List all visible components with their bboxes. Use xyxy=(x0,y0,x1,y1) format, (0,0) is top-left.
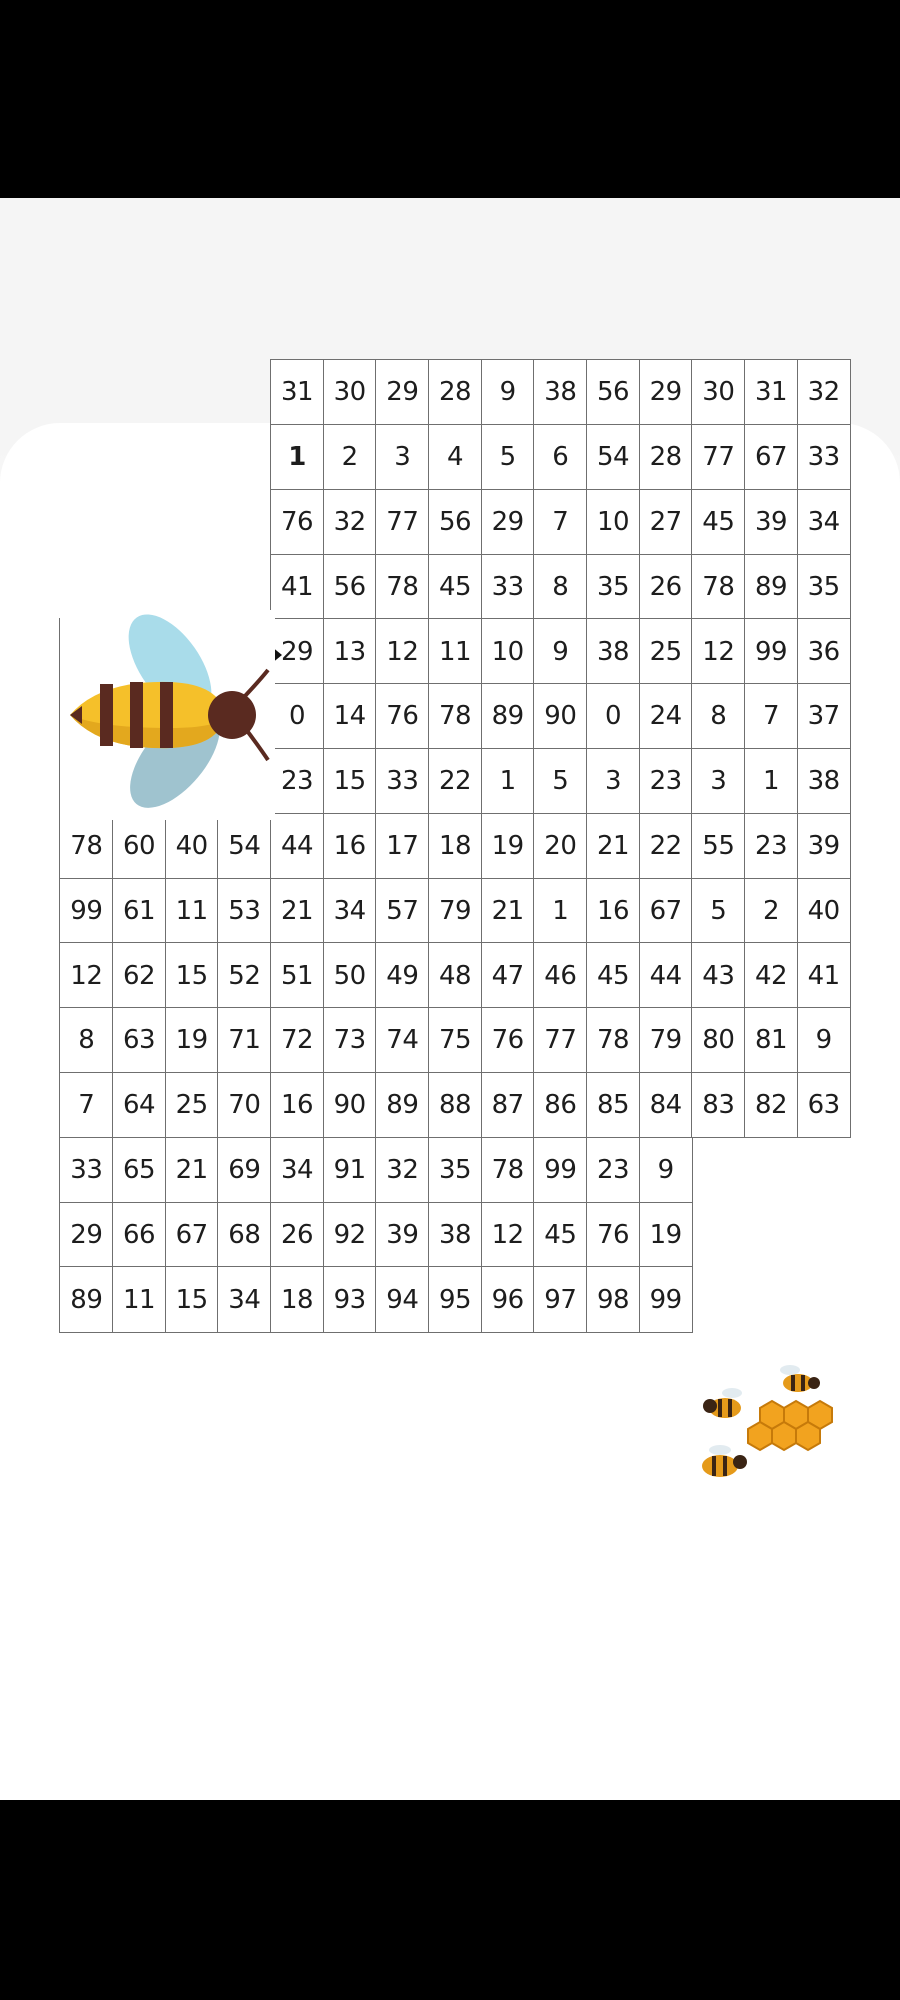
maze-cell[interactable]: 77 xyxy=(533,1007,587,1073)
maze-cell[interactable]: 15 xyxy=(165,942,219,1008)
maze-cell[interactable]: 8 xyxy=(691,683,745,749)
maze-cell[interactable]: 54 xyxy=(586,424,640,490)
maze-cell[interactable]: 23 xyxy=(639,748,693,814)
maze-cell[interactable]: 37 xyxy=(797,683,851,749)
maze-cell[interactable]: 2 xyxy=(744,878,798,944)
maze-cell[interactable]: 79 xyxy=(639,1007,693,1073)
maze-cell[interactable]: 97 xyxy=(533,1266,587,1332)
maze-cell[interactable]: 89 xyxy=(744,554,798,620)
maze-cell[interactable]: 82 xyxy=(744,1072,798,1138)
maze-cell[interactable]: 36 xyxy=(797,618,851,684)
maze-cell[interactable]: 13 xyxy=(323,618,377,684)
maze-cell[interactable]: 33 xyxy=(59,1137,113,1203)
maze-cell[interactable]: 0 xyxy=(270,683,324,749)
maze-cell[interactable]: 87 xyxy=(481,1072,535,1138)
maze-cell[interactable]: 7 xyxy=(744,683,798,749)
maze-cell[interactable]: 12 xyxy=(481,1202,535,1268)
maze-cell[interactable]: 33 xyxy=(797,424,851,490)
maze-cell[interactable]: 94 xyxy=(375,1266,429,1332)
maze-cell[interactable]: 40 xyxy=(165,813,219,879)
maze-cell[interactable]: 99 xyxy=(744,618,798,684)
maze-cell[interactable]: 4 xyxy=(428,424,482,490)
maze-cell[interactable]: 57 xyxy=(375,878,429,944)
maze-cell[interactable]: 11 xyxy=(112,1266,166,1332)
maze-cell[interactable]: 7 xyxy=(533,489,587,555)
maze-cell[interactable]: 21 xyxy=(270,878,324,944)
number-maze-grid xyxy=(60,360,850,1332)
maze-cell[interactable]: 65 xyxy=(112,1137,166,1203)
maze-cell[interactable]: 90 xyxy=(533,683,587,749)
maze-cell[interactable]: 78 xyxy=(375,554,429,620)
maze-cell[interactable]: 99 xyxy=(639,1266,693,1332)
maze-cell[interactable]: 78 xyxy=(481,1137,535,1203)
maze-cell[interactable]: 8 xyxy=(59,1007,113,1073)
maze-cell[interactable]: 88 xyxy=(428,1072,482,1138)
maze-cell[interactable]: 64 xyxy=(112,1072,166,1138)
maze-cell[interactable]: 29 xyxy=(59,1202,113,1268)
maze-cell[interactable]: 29 xyxy=(481,489,535,555)
maze-cell[interactable]: 81 xyxy=(744,1007,798,1073)
maze-cell[interactable]: 17 xyxy=(375,813,429,879)
maze-cell[interactable]: 11 xyxy=(165,878,219,944)
maze-cell[interactable]: 89 xyxy=(481,683,535,749)
maze-cell[interactable]: 55 xyxy=(691,813,745,879)
maze-cell[interactable]: 9 xyxy=(533,618,587,684)
beehive-icon xyxy=(690,1338,845,1498)
maze-cell[interactable]: 48 xyxy=(428,942,482,1008)
maze-cell[interactable]: 9 xyxy=(797,1007,851,1073)
maze-cell[interactable]: 23 xyxy=(744,813,798,879)
maze-cell[interactable]: 75 xyxy=(428,1007,482,1073)
maze-cell[interactable]: 23 xyxy=(586,1137,640,1203)
maze-cell[interactable]: 12 xyxy=(59,942,113,1008)
maze-cell[interactable]: 85 xyxy=(586,1072,640,1138)
maze-cell[interactable]: 9 xyxy=(639,1137,693,1203)
maze-cell[interactable]: 30 xyxy=(323,359,377,425)
maze-cell[interactable]: 50 xyxy=(323,942,377,1008)
maze-cell[interactable]: 0 xyxy=(586,683,640,749)
maze-cell[interactable]: 78 xyxy=(59,813,113,879)
maze-cell[interactable]: 61 xyxy=(112,878,166,944)
maze-cell[interactable]: 80 xyxy=(691,1007,745,1073)
maze-cell[interactable]: 74 xyxy=(375,1007,429,1073)
maze-cell[interactable]: 99 xyxy=(59,878,113,944)
maze-cell[interactable]: 29 xyxy=(639,359,693,425)
maze-cell[interactable]: 27 xyxy=(639,489,693,555)
maze-cell[interactable]: 78 xyxy=(428,683,482,749)
maze-cell[interactable]: 31 xyxy=(744,359,798,425)
maze-cell[interactable]: 29 xyxy=(270,618,324,684)
maze-cell[interactable]: 83 xyxy=(691,1072,745,1138)
maze-cell[interactable]: 21 xyxy=(481,878,535,944)
maze-cell[interactable]: 35 xyxy=(797,554,851,620)
maze-cell[interactable]: 38 xyxy=(428,1202,482,1268)
maze-cell[interactable]: 1 xyxy=(744,748,798,814)
maze-cell[interactable]: 34 xyxy=(217,1266,271,1332)
bee-icon xyxy=(60,610,275,820)
maze-cell[interactable]: 26 xyxy=(270,1202,324,1268)
maze-cell[interactable]: 38 xyxy=(586,618,640,684)
maze-cell[interactable]: 63 xyxy=(112,1007,166,1073)
maze-cell[interactable]: 5 xyxy=(691,878,745,944)
maze-cell[interactable]: 2 xyxy=(323,424,377,490)
maze-cell[interactable]: 9 xyxy=(481,359,535,425)
maze-cell[interactable]: 29 xyxy=(375,359,429,425)
maze-cell[interactable]: 34 xyxy=(797,489,851,555)
maze-cell[interactable]: 78 xyxy=(586,1007,640,1073)
maze-cell[interactable]: 32 xyxy=(375,1137,429,1203)
maze-cell[interactable]: 1 xyxy=(481,748,535,814)
maze-cell[interactable]: 68 xyxy=(217,1202,271,1268)
maze-cell[interactable]: 25 xyxy=(165,1072,219,1138)
maze-cell[interactable]: 89 xyxy=(375,1072,429,1138)
maze-cell[interactable]: 12 xyxy=(375,618,429,684)
maze-cell[interactable]: 22 xyxy=(639,813,693,879)
maze-cell[interactable]: 34 xyxy=(270,1137,324,1203)
maze-cell[interactable]: 7 xyxy=(59,1072,113,1138)
maze-cell[interactable]: 92 xyxy=(323,1202,377,1268)
maze-cell[interactable]: 77 xyxy=(691,424,745,490)
maze-cell[interactable]: 39 xyxy=(744,489,798,555)
maze-cell[interactable]: 41 xyxy=(270,554,324,620)
maze-cell[interactable]: 72 xyxy=(270,1007,324,1073)
maze-cell[interactable]: 18 xyxy=(428,813,482,879)
maze-cell[interactable]: 35 xyxy=(428,1137,482,1203)
maze-cell[interactable]: 77 xyxy=(375,489,429,555)
maze-cell[interactable]: 45 xyxy=(428,554,482,620)
maze-cell[interactable]: 79 xyxy=(428,878,482,944)
maze-cell[interactable]: 78 xyxy=(691,554,745,620)
maze-cell[interactable]: 5 xyxy=(533,748,587,814)
maze-cell[interactable]: 45 xyxy=(533,1202,587,1268)
maze-cell[interactable]: 26 xyxy=(639,554,693,620)
maze-cell[interactable]: 46 xyxy=(533,942,587,1008)
maze-cell[interactable]: 96 xyxy=(481,1266,535,1332)
maze-cell[interactable]: 49 xyxy=(375,942,429,1008)
maze-cell[interactable]: 56 xyxy=(586,359,640,425)
maze-cell[interactable]: 28 xyxy=(639,424,693,490)
maze-cell[interactable]: 76 xyxy=(481,1007,535,1073)
maze-cell[interactable]: 67 xyxy=(165,1202,219,1268)
maze-cell[interactable]: 91 xyxy=(323,1137,377,1203)
maze-cell[interactable]: 67 xyxy=(639,878,693,944)
maze-cell[interactable]: 76 xyxy=(586,1202,640,1268)
maze-cell[interactable]: 43 xyxy=(691,942,745,1008)
maze-cell[interactable]: 31 xyxy=(270,359,324,425)
maze-cell[interactable]: 40 xyxy=(797,878,851,944)
maze-cell[interactable]: 15 xyxy=(165,1266,219,1332)
maze-cell[interactable]: 47 xyxy=(481,942,535,1008)
maze-cell[interactable]: 24 xyxy=(639,683,693,749)
maze-cell[interactable]: 76 xyxy=(270,489,324,555)
maze-cell[interactable]: 3 xyxy=(586,748,640,814)
maze-cell[interactable]: 84 xyxy=(639,1072,693,1138)
maze-cell[interactable]: 54 xyxy=(217,813,271,879)
maze-cell[interactable]: 34 xyxy=(323,878,377,944)
maze-cell[interactable]: 6 xyxy=(533,424,587,490)
maze-cell[interactable]: 76 xyxy=(375,683,429,749)
maze-cell[interactable]: 99 xyxy=(533,1137,587,1203)
maze-cell[interactable]: 21 xyxy=(165,1137,219,1203)
maze-cell[interactable]: 11 xyxy=(428,618,482,684)
maze-cell[interactable]: 3 xyxy=(691,748,745,814)
maze-cell[interactable]: 10 xyxy=(586,489,640,555)
maze-cell[interactable]: 56 xyxy=(428,489,482,555)
maze-cell[interactable]: 16 xyxy=(586,878,640,944)
maze-cell[interactable]: 20 xyxy=(533,813,587,879)
maze-cell[interactable]: 21 xyxy=(586,813,640,879)
maze-cell[interactable]: 39 xyxy=(797,813,851,879)
maze-cell[interactable]: 39 xyxy=(375,1202,429,1268)
maze-cell[interactable]: 44 xyxy=(639,942,693,1008)
maze-cell[interactable]: 41 xyxy=(797,942,851,1008)
maze-cell[interactable]: 52 xyxy=(217,942,271,1008)
maze-cell[interactable]: 38 xyxy=(797,748,851,814)
maze-cell[interactable]: 16 xyxy=(323,813,377,879)
maze-cell[interactable]: 90 xyxy=(323,1072,377,1138)
maze-cell[interactable]: 10 xyxy=(481,618,535,684)
maze-cell[interactable]: 53 xyxy=(217,878,271,944)
maze-cell[interactable]: 19 xyxy=(639,1202,693,1268)
maze-cell[interactable]: 62 xyxy=(112,942,166,1008)
maze-cell[interactable]: 45 xyxy=(691,489,745,555)
maze-cell[interactable]: 51 xyxy=(270,942,324,1008)
maze-cell[interactable]: 8 xyxy=(533,554,587,620)
maze-cell[interactable]: 98 xyxy=(586,1266,640,1332)
maze-cell[interactable]: 89 xyxy=(59,1266,113,1332)
maze-cell[interactable]: 14 xyxy=(323,683,377,749)
maze-cell[interactable]: 69 xyxy=(217,1137,271,1203)
maze-cell[interactable]: 30 xyxy=(691,359,745,425)
maze-cell[interactable]: 95 xyxy=(428,1266,482,1332)
maze-cell[interactable]: 32 xyxy=(323,489,377,555)
maze-cell[interactable]: 93 xyxy=(323,1266,377,1332)
maze-cell[interactable]: 33 xyxy=(375,748,429,814)
maze-cell[interactable]: 70 xyxy=(217,1072,271,1138)
maze-cell[interactable]: 44 xyxy=(270,813,324,879)
maze-cell[interactable]: 71 xyxy=(217,1007,271,1073)
maze-cell[interactable]: 1 xyxy=(270,424,324,490)
maze-cell[interactable]: 18 xyxy=(270,1266,324,1332)
maze-cell[interactable]: 35 xyxy=(586,554,640,620)
maze-cell[interactable]: 42 xyxy=(744,942,798,1008)
maze-cell[interactable]: 32 xyxy=(797,359,851,425)
maze-cell[interactable]: 38 xyxy=(533,359,587,425)
maze-cell[interactable]: 3 xyxy=(375,424,429,490)
maze-cell[interactable]: 63 xyxy=(797,1072,851,1138)
maze-cell[interactable]: 45 xyxy=(586,942,640,1008)
maze-cell[interactable]: 19 xyxy=(481,813,535,879)
maze-cell[interactable]: 12 xyxy=(691,618,745,684)
maze-cell[interactable]: 16 xyxy=(270,1072,324,1138)
maze-cell[interactable]: 28 xyxy=(428,359,482,425)
maze-cell[interactable]: 56 xyxy=(323,554,377,620)
maze-cell[interactable]: 19 xyxy=(165,1007,219,1073)
maze-cell[interactable]: 22 xyxy=(428,748,482,814)
maze-cell[interactable]: 66 xyxy=(112,1202,166,1268)
maze-cell[interactable]: 67 xyxy=(744,424,798,490)
maze-cell[interactable]: 86 xyxy=(533,1072,587,1138)
maze-cell[interactable]: 60 xyxy=(112,813,166,879)
maze-cell[interactable]: 33 xyxy=(481,554,535,620)
maze-cell[interactable]: 73 xyxy=(323,1007,377,1073)
maze-cell[interactable]: 15 xyxy=(323,748,377,814)
maze-cell[interactable]: 1 xyxy=(533,878,587,944)
maze-cell[interactable]: 5 xyxy=(481,424,535,490)
maze-cell[interactable]: 25 xyxy=(639,618,693,684)
maze-cell[interactable]: 23 xyxy=(270,748,324,814)
